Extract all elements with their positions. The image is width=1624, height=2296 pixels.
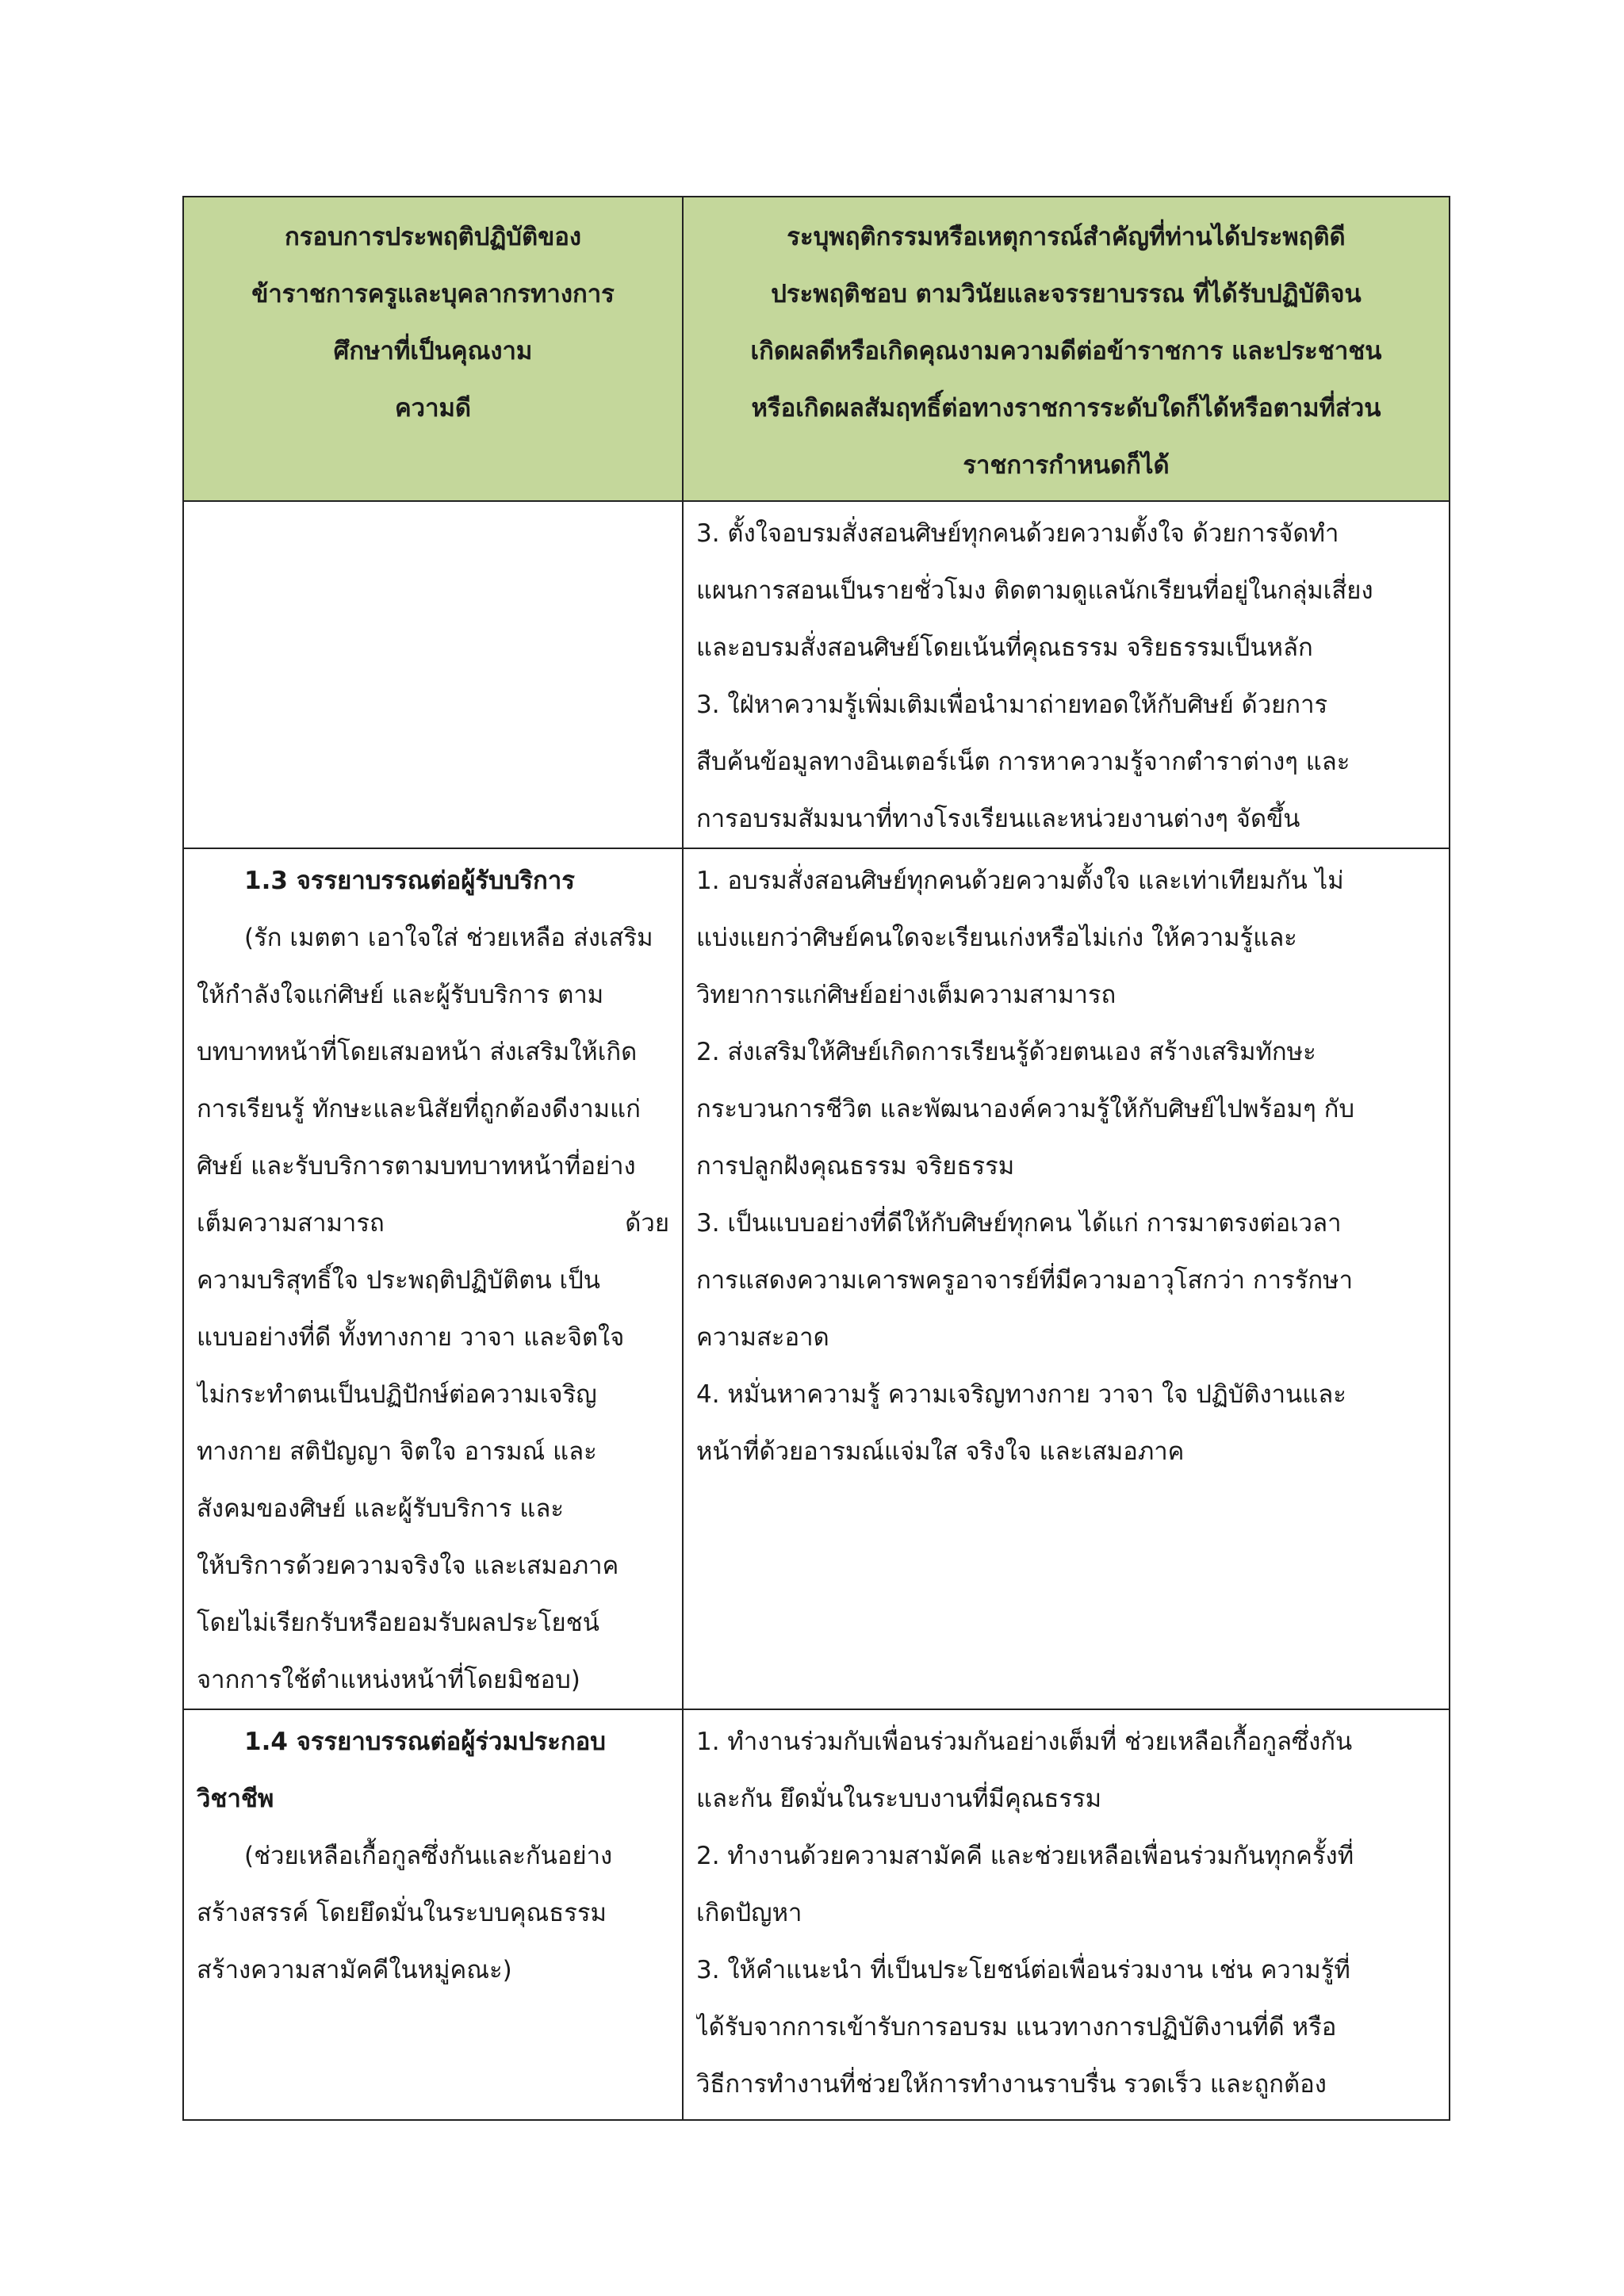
row2-desc-line: ไม่กระทำตนเป็นปฏิปักษ์ต่อความเจริญ	[197, 1380, 597, 1409]
row2-right-line: กระบวนการชีวิต และพัฒนาองค์ความรู้ให้กับศิษย์ไปพร้อมๆ กับ	[696, 1095, 1355, 1123]
row2-right-line: วิทยาการแก่ศิษย์อย่างเต็มความสามารถ	[696, 981, 1116, 1009]
row2-desc-line: ให้กำลังใจแก่ศิษย์ และผู้รับบริการ ตาม	[197, 981, 604, 1009]
row3-left-cell	[183, 1709, 683, 2120]
row1-right-line: สืบค้นข้อมูลทางอินเตอร์เน็ต การหาความรู้จากตำราต่างๆ และ	[696, 748, 1350, 776]
row1-right-line: แผนการสอนเป็นรายชั่วโมง ติดตามดูแลนักเรียนที่อยู่ในกลุ่มเสี่ยง	[696, 576, 1373, 605]
row3-right-line: 1. ทำงานร่วมกับเพื่อนร่วมกันอย่างเต็มที่ ช่วยเหลือเกื้อกูลซึ่งกัน	[696, 1728, 1353, 1756]
row3-desc-line: (ช่วยเหลือเกื้อกูลซึ่งกันและกันอย่าง	[244, 1842, 613, 1870]
row3-right-line: และกัน ยึดมั่นในระบบงานที่มีคุณธรรม	[696, 1785, 1102, 1813]
header-left-line: ความดี	[394, 394, 472, 423]
row1-right-line: 3. ตั้งใจอบรมสั่งสอนศิษย์ทุกคนด้วยความตั้งใจ ด้วยการจัดทำ	[696, 519, 1339, 548]
row3-right-line: ได้รับจากการเข้ารับการอบรม แนวทางการปฏิบัติงานที่ดี หรือ	[696, 2013, 1337, 2042]
row2-desc-line: ความบริสุทธิ์ใจ ประพฤติปฏิบัติตน เป็น	[197, 1266, 601, 1295]
row3-right-line: วิธีการทำงานที่ช่วยให้การทำงานราบรื่น รวดเร็ว และถูกต้อง	[696, 2070, 1327, 2099]
header-right-line: ประพฤติชอบ ตามวินัยและจรรยาบรรณ ที่ได้รับปฏิบัติจน	[771, 280, 1362, 308]
row3-desc-line: สร้างความสามัคคีในหมู่คณะ)	[197, 1956, 512, 1984]
header-right-line: ระบุพฤติกรรมหรือเหตุการณ์สำคัญที่ท่านได้ประพฤติดี	[787, 223, 1346, 251]
section-title-1-4: 1.4 จรรยาบรรณต่อผู้ร่วมประกอบ	[244, 1728, 606, 1756]
header-right-line: หรือเกิดผลสัมฤทธิ์ต่อทางราชการระดับใดก็ได้หรือตามที่ส่วน	[751, 394, 1381, 423]
row2-right-line: 4. หมั่นหาความรู้ ความเจริญทางกาย วาจา ใจ ปฏิบัติงานและ	[696, 1380, 1346, 1409]
row2-desc-line: ให้บริการด้วยความจริงใจ และเสมอภาค	[197, 1552, 619, 1580]
table-header-row	[183, 197, 1450, 501]
header-left-cell	[183, 197, 683, 501]
row2-desc-line	[197, 1195, 669, 1252]
row2-right-line: 1. อบรมสั่งสอนศิษย์ทุกคนด้วยความตั้งใจ และเท่าเทียมกัน ไม่	[696, 867, 1344, 895]
header-right-line: เกิดผลดีหรือเกิดคุณงามความดีต่อข้าราชการ และประชาชน	[750, 337, 1382, 365]
row3-right-cell	[683, 1709, 1450, 2120]
row2-desc-split-right: ด้วย	[625, 1209, 669, 1238]
row2-desc-line: จากการใช้ตำแหน่งหน้าที่โดยมิชอบ)	[197, 1666, 580, 1694]
row2-desc-line: ศิษย์ และรับบริการตามบทบาทหน้าที่อย่าง	[197, 1152, 636, 1181]
row1-left-cell	[183, 501, 683, 848]
row2-desc-line: สังคมของศิษย์ และผู้รับบริการ และ	[197, 1494, 565, 1523]
header-left-line: ข้าราชการครูและบุคลากรทางการ	[251, 280, 615, 308]
row2-desc-line: (รัก เมตตา เอาใจใส่ ช่วยเหลือ ส่งเสริม	[244, 924, 653, 952]
row1-right-line: และอบรมสั่งสอนศิษย์โดยเน้นที่คุณธรรม จริยธรรมเป็นหลัก	[696, 633, 1313, 662]
table-row	[183, 501, 1450, 848]
section-title-1-3: 1.3 จรรยาบรรณต่อผู้รับบริการ	[244, 867, 575, 895]
row2-left-cell	[183, 848, 683, 1709]
row2-desc-line: แบบอย่างที่ดี ทั้งทางกาย วาจา และจิตใจ	[197, 1323, 625, 1352]
section-title-1-4-cont: วิชาชีพ	[197, 1785, 274, 1813]
row1-right-line: 3. ใฝ่หาความรู้เพิ่มเติมเพื่อนำมาถ่ายทอดให้กับศิษย์ ด้วยการ	[696, 691, 1328, 719]
row2-right-line: แบ่งแยกว่าศิษย์คนใดจะเรียนเก่งหรือไม่เก่ง ให้ความรู้และ	[696, 924, 1297, 952]
table-row	[183, 1709, 1450, 2120]
row2-desc-line: การเรียนรู้ ทักษะและนิสัยที่ถูกต้องดีงามแก่	[197, 1095, 641, 1123]
row3-desc-line: สร้างสรรค์ โดยยึดมั่นในระบบคุณธรรม	[197, 1899, 607, 1927]
row2-desc-line: ทางกาย สติปัญญา จิตใจ อารมณ์ และ	[197, 1437, 597, 1466]
row2-right-line: การแสดงความเคารพครูอาจารย์ที่มีความอาวุโสกว่า การรักษา	[696, 1266, 1353, 1295]
header-left-line: กรอบการประพฤติปฏิบัติของ	[284, 223, 582, 251]
row2-right-line: การปลูกฝังคุณธรรม จริยธรรม	[696, 1152, 1015, 1181]
row2-right-line: 3. เป็นแบบอย่างที่ดีให้กับศิษย์ทุกคน ได้แก่ การมาตรงต่อเวลา	[696, 1209, 1342, 1238]
row3-right-line: 3. ให้คำแนะนำ ที่เป็นประโยชน์ต่อเพื่อนร่วมงาน เช่น ความรู้ที่	[696, 1956, 1350, 1984]
row2-right-line: หน้าที่ด้วยอารมณ์แจ่มใส จริงใจ และเสมอภาค	[696, 1437, 1185, 1466]
header-right-line: ราชการกำหนดก็ได้	[963, 451, 1170, 480]
conduct-table	[182, 196, 1450, 2121]
row2-right-line: ความสะอาด	[696, 1323, 829, 1352]
row3-right-line: เกิดปัญหา	[696, 1899, 802, 1927]
header-right-cell	[683, 197, 1450, 501]
header-left-line: ศึกษาที่เป็นคุณงาม	[333, 337, 533, 365]
table-row	[183, 848, 1450, 1709]
row1-right-line: การอบรมสัมมนาที่ทางโรงเรียนและหน่วยงานต่างๆ จัดขึ้น	[696, 805, 1300, 833]
row2-desc-split-left: เต็มความสามารถ	[197, 1209, 385, 1238]
row2-right-line: 2. ส่งเสริมให้ศิษย์เกิดการเรียนรู้ด้วยตนเอง สร้างเสริมทักษะ	[696, 1038, 1316, 1066]
row2-desc-line: บทบาทหน้าที่โดยเสมอหน้า ส่งเสริมให้เกิด	[197, 1038, 638, 1066]
row1-right-cell	[683, 501, 1450, 848]
row3-right-line: 2. ทำงานด้วยความสามัคคี และช่วยเหลือเพื่อนร่วมกันทุกครั้งที่	[696, 1842, 1354, 1870]
row2-right-cell	[683, 848, 1450, 1709]
row2-desc-line: โดยไม่เรียกรับหรือยอมรับผลประโยชน์	[197, 1609, 599, 1637]
